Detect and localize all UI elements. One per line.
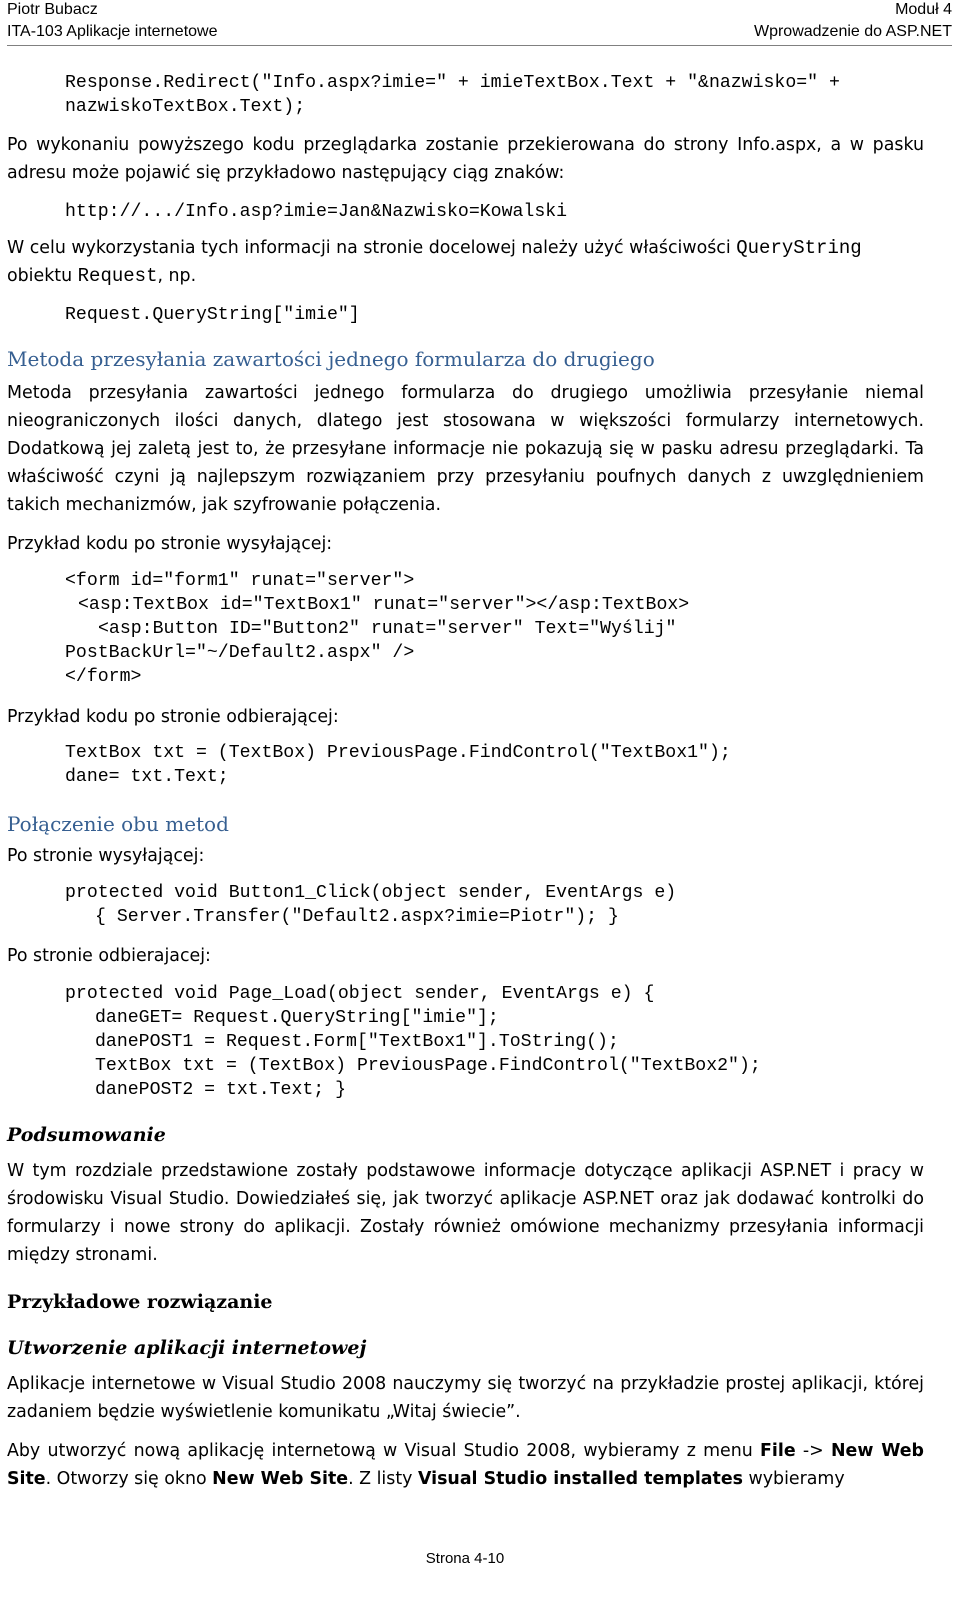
paragraph-form-transfer: Metoda przesyłania zawartości jednego formularza do drugiego umożliwia przesyłanie niemal nieograniczonych ilości danych, dlatego jest stosowana w większości formularzy internetowych. Dodatkową jej zaletą jest to, że przesyłane informacje nie pokazują się w pasku adresu przeglądarki. Ta właściwość czyni ją najlepszym rozwiązaniem przy przesyłaniu poufnych danych z uwzględnieniem takich mechanizmów, jak szyfrowanie połączenia. [7,383,924,515]
page-number-footer: Strona 4-10 [425,1550,505,1567]
paragraph-querystring-text2: obiektu [7,266,78,286]
window-new-web-site-label: New Web Site [212,1469,349,1489]
code-button-click-line2: { Server.Transfer("Default2.aspx?imie=Piotr"); } [95,907,619,927]
code-page-load-line5: danePOST2 = txt.Text; } [95,1080,347,1100]
paragraph-sender-side: Po stronie wysyłającej: [7,846,205,866]
paragraph-hello-world-intro: Aplikacje internetowe w Visual Studio 2008 nauczymy się tworzyć na przykładzie prostej aplikacji, której zadaniem będzie wyświetlenie komunikatu „Witaj świecie”. [7,1374,924,1422]
code-url-example: http://.../Info.asp?imie=Jan&Nazwisko=Kowalski [65,202,568,222]
paragraph-querystring-text3: , np. [157,266,197,286]
heading-form-transfer-method: Metoda przesyłania zawartości jednego formularza do drugiego [7,347,655,371]
code-form-line4: PostBackUrl="~/Default2.aspx" /> [65,643,415,663]
heading-summary: Podsumowanie [7,1124,166,1146]
code-form-line5: </form> [65,667,142,687]
templates-list-label: Visual Studio installed templates [417,1469,743,1489]
code-page-load-line1: protected void Page_Load(object sender, EventArgs e) { [65,984,655,1004]
paragraph-sender-example: Przykład kodu po stronie wysyłającej: [7,534,333,554]
p10-text4: . Z listy [348,1469,418,1489]
code-redirect-line1: Response.Redirect("Info.aspx?imie=" + imieTextBox.Text + "&nazwisko=" + [65,73,840,93]
paragraph-querystring [7,234,924,290]
code-page-load-line4: TextBox txt = (TextBox) PreviousPage.FindControl("TextBox2"); [95,1056,761,1076]
code-receiver-line2: dane= txt.Text; [65,767,229,787]
code-button-click-line1: protected void Button1_Click(object sender, EventArgs e) [65,883,677,903]
paragraph-summary: W tym rozdziale przedstawione zostały podstawowe informacje dotyczące aplikacji ASP.NET i pracy w środowisku Visual Studio. Dowiedziałeś się, jak tworzyć aplikacje ASP.NET oraz jak dodawać kontrolki do formularzy i nowe strony do aplikacji. Zostały również omówione mechanizmy przesyłania informacji między stronami. [7,1161,924,1265]
inline-code-request: Request [77,265,158,287]
p10-text3: . Otworzy się okno [45,1469,213,1489]
p10-text2: -> [795,1441,831,1461]
code-redirect-line2: nazwiskoTextBox.Text); [65,97,306,117]
code-querystring-example: Request.QueryString["imie"] [65,305,360,325]
code-form-line1: <form id="form1" runat="server"> [65,571,415,591]
menu-file-label: File [760,1441,796,1461]
header-divider [7,45,952,46]
header-course: ITA-103 Aplikacje internetowe [7,23,218,40]
header-author: Piotr Bubacz [7,1,98,18]
header-module: Moduł 4 [895,1,952,18]
p10-text1: Aby utworzyć nową aplikację internetową w Visual Studio 2008, wybieramy z menu [7,1441,761,1461]
paragraph-querystring-text1: W celu wykorzystania tych informacji na stronie docelowej należy użyć właściwości [7,238,737,258]
heading-sample-solution: Przykładowe rozwiązanie [7,1291,273,1313]
heading-create-web-app: Utworzenie aplikacji internetowej [7,1337,367,1359]
header-module-title: Wprowadzenie do ASP.NET [753,23,952,40]
code-page-load-line3: danePOST1 = Request.Form["TextBox1"].ToString(); [95,1032,619,1052]
code-page-load-line2: daneGET= Request.QueryString["imie"]; [95,1008,499,1028]
heading-combined-methods: Połączenie obu metod [7,812,229,836]
paragraph-receiver-example: Przykład kodu po stronie odbierającej: [7,707,339,727]
code-form-line3: <asp:Button ID="Button2" runat="server" Text="Wyślij" [98,619,677,639]
code-receiver-line1: TextBox txt = (TextBox) PreviousPage.FindControl("TextBox1"); [65,743,731,763]
code-form-line2: <asp:TextBox id="TextBox1" runat="server"></asp:TextBox> [78,595,690,615]
inline-code-querystring: QueryString [736,237,862,259]
menu-new-web-site-label: New Web Site [7,1441,924,1489]
p10-text5: wybieramy [743,1469,845,1489]
paragraph-receiver-side: Po stronie odbierajacej: [7,946,211,966]
paragraph-new-web-site [7,1437,924,1493]
paragraph-redirect-result: Po wykonaniu powyższego kodu przeglądarka zostanie przekierowana do strony Info.aspx, a w pasku adresu może pojawić się przykładowo następujący ciąg znaków: [7,135,924,183]
